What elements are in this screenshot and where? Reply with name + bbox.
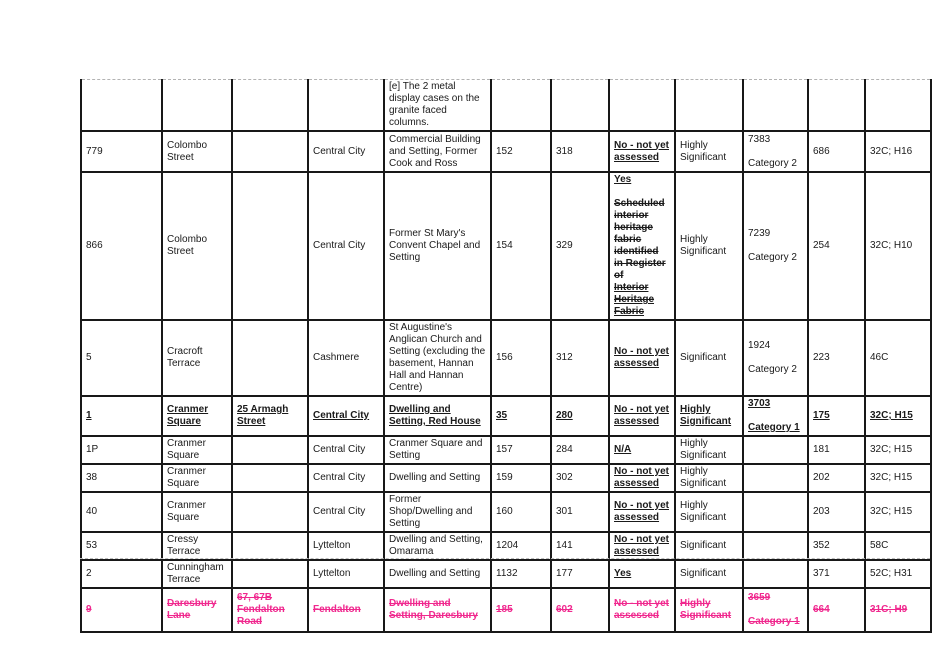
cell-text bbox=[748, 410, 803, 422]
table-cell-r5-c11 bbox=[808, 396, 865, 436]
table-cell-r10-c3 bbox=[232, 560, 308, 588]
table-cell-r3-c7 bbox=[551, 172, 609, 320]
cell-text: Dwelling and Setting bbox=[389, 568, 481, 579]
table-cell-r11-c8 bbox=[609, 588, 675, 632]
table-cell-r6-c10 bbox=[743, 436, 808, 464]
table-cell-r7-c6 bbox=[491, 464, 551, 492]
table-cell-r1-c2 bbox=[162, 80, 232, 132]
cell-text: 284 bbox=[556, 444, 573, 455]
cell-text: No - not yet assessed bbox=[614, 139, 669, 163]
table-cell-r1-c12 bbox=[865, 80, 931, 132]
cell-text: Category 2 bbox=[748, 157, 797, 169]
table-cell-r8-c2 bbox=[162, 492, 232, 532]
cell-text: No - not yet assessed bbox=[614, 534, 669, 557]
cell-text bbox=[748, 604, 803, 616]
table-cell-r1-c3 bbox=[232, 80, 308, 132]
cell-text: Significant bbox=[680, 540, 727, 551]
table-cell-r5-c5 bbox=[384, 396, 491, 436]
table-cell-r11-c4 bbox=[308, 588, 384, 632]
cell-text: Cunningham Terrace bbox=[167, 562, 224, 585]
cell-text: Highly Significant bbox=[680, 234, 727, 257]
table-cell-r8-c4 bbox=[308, 492, 384, 532]
row-866-colombo-street bbox=[81, 172, 931, 320]
cell-text: Highly Significant bbox=[680, 466, 727, 489]
table-cell-r5-c12 bbox=[865, 396, 931, 436]
table-cell-r2-c5 bbox=[384, 131, 491, 172]
cell-text: 779 bbox=[86, 145, 103, 157]
table-cell-r11-c12 bbox=[865, 588, 931, 632]
table-cell-r10-c9 bbox=[675, 560, 743, 588]
table-cell-r7-c3 bbox=[232, 464, 308, 492]
cell-text: Lyttelton bbox=[313, 568, 351, 579]
row-continuation bbox=[81, 80, 931, 132]
cell-text: 53 bbox=[86, 540, 98, 551]
table-cell-r10-c7 bbox=[551, 560, 609, 588]
table-cell-r4-c8 bbox=[609, 320, 675, 396]
table-cell-r11-c7 bbox=[551, 588, 609, 632]
table-cell-r6-c9 bbox=[675, 436, 743, 464]
table-cell-r7-c4 bbox=[308, 464, 384, 492]
table-cell-r6-c6 bbox=[491, 436, 551, 464]
cell-text: 31C; H9 bbox=[870, 604, 908, 615]
cell-text: 154 bbox=[496, 240, 513, 251]
cell-text: 5 bbox=[86, 352, 92, 363]
table-cell-r9-c10 bbox=[743, 532, 808, 560]
cell-text: 352 bbox=[813, 540, 830, 551]
table-cell-r5-c1 bbox=[81, 396, 162, 436]
cell-text: 35 bbox=[496, 410, 508, 421]
cell-text: Commercial Building and Setting, Former Cook and Ross bbox=[389, 133, 481, 169]
cell-text: Significant bbox=[680, 352, 727, 363]
table-cell-r11-c5 bbox=[384, 588, 491, 632]
cell-text: Highly Significant bbox=[680, 404, 732, 427]
cell-text: Yes bbox=[614, 174, 632, 185]
cell-text: Significant bbox=[680, 568, 727, 579]
cell-text: 185 bbox=[496, 604, 513, 615]
row-53-cressy-terrace bbox=[81, 532, 931, 560]
cell-text: 177 bbox=[556, 568, 573, 579]
cell-text: 46C bbox=[870, 352, 889, 363]
table-cell-r10-c4 bbox=[308, 560, 384, 588]
cell-text: Lyttelton bbox=[313, 540, 351, 551]
table-cell-r9-c11 bbox=[808, 532, 865, 560]
cell-text: Former Shop/Dwelling and Setting bbox=[389, 494, 473, 529]
table-cell-r2-c8 bbox=[609, 131, 675, 172]
cell-text: No - not yet assessed bbox=[614, 598, 669, 621]
cell-text: No - not yet assessed bbox=[614, 466, 669, 489]
table-cell-r1-c11 bbox=[808, 80, 865, 132]
cell-text: No - not yet assessed bbox=[614, 346, 669, 369]
table-cell-r1-c4 bbox=[308, 80, 384, 132]
cell-text: Dwelling and Setting, Daresbury bbox=[389, 598, 478, 621]
cell-text: Cranmer Square bbox=[167, 500, 206, 523]
table-cell-r8-c6 bbox=[491, 492, 551, 532]
row-1-cranmer-square-inserted bbox=[81, 396, 931, 436]
table-cell-r2-c3 bbox=[232, 131, 308, 172]
table-cell-r10-c6 bbox=[491, 560, 551, 588]
cell-text: 203 bbox=[813, 506, 830, 517]
table-cell-r9-c2 bbox=[162, 532, 232, 560]
table-cell-r5-c3 bbox=[232, 396, 308, 436]
table-cell-r1-c10 bbox=[743, 80, 808, 132]
table-cell-r1-c9 bbox=[675, 80, 743, 132]
table-cell-r9-c8 bbox=[609, 532, 675, 560]
cell-text: 2 bbox=[86, 568, 92, 579]
table-cell-r8-c10 bbox=[743, 492, 808, 532]
cell-text: Former St Mary's Convent Chapel and Setting bbox=[389, 228, 481, 263]
cell-text: Central City bbox=[313, 240, 366, 251]
table-cell-r5-c6 bbox=[491, 396, 551, 436]
table-cell-r4-c6 bbox=[491, 320, 551, 396]
table-cell-r6-c5 bbox=[384, 436, 491, 464]
cell-text: Cranmer Square and Setting bbox=[389, 438, 483, 461]
table-cell-r2-c9 bbox=[675, 131, 743, 172]
table-cell-r6-c2 bbox=[162, 436, 232, 464]
cell-text: 312 bbox=[556, 352, 573, 363]
table-cell-r7-c8 bbox=[609, 464, 675, 492]
cell-text: 32C; H15 bbox=[870, 444, 913, 455]
cell-text: Daresbury Lane bbox=[167, 598, 217, 621]
cell-text: 32C; H15 bbox=[870, 506, 913, 517]
row-1p-cranmer-square bbox=[81, 436, 931, 464]
table-cell-r8-c9 bbox=[675, 492, 743, 532]
cell-text: 157 bbox=[496, 444, 513, 455]
cell-text: Colombo Street bbox=[167, 234, 208, 257]
cell-text: 3659 bbox=[748, 592, 771, 603]
table-cell-r8-c5 bbox=[384, 492, 491, 532]
cell-text: 202 bbox=[813, 472, 830, 483]
table-cell-r4-c5 bbox=[384, 320, 491, 396]
text-boundary-bottom bbox=[80, 558, 930, 559]
table-cell-r7-c12 bbox=[865, 464, 931, 492]
cell-text: St Augustine's Anglican Church and Setting (excluding the basement, Hannan Hall and Hannan Centre) bbox=[389, 322, 486, 393]
table-cell-r9-c12 bbox=[865, 532, 931, 560]
table-cell-r5-c2 bbox=[162, 396, 232, 436]
table-cell-r6-c4 bbox=[308, 436, 384, 464]
cell-text: [e] The 2 metal display cases on the granite faced columns. bbox=[389, 81, 480, 128]
cell-text: 223 bbox=[813, 352, 830, 363]
table-cell-r10-c11 bbox=[808, 560, 865, 588]
table-cell-r4-c12 bbox=[865, 320, 931, 396]
row-9-daresbury-lane-deleted bbox=[81, 588, 931, 632]
table-cell-r3-c9 bbox=[675, 172, 743, 320]
table-cell-r7-c9 bbox=[675, 464, 743, 492]
cell-text: Central City bbox=[313, 145, 366, 157]
table-cell-r6-c11 bbox=[808, 436, 865, 464]
cell-text: 329 bbox=[556, 240, 573, 251]
cell-text: Cressy Terrace bbox=[167, 534, 201, 557]
cell-text: 280 bbox=[556, 410, 573, 421]
table-cell-r4-c4 bbox=[308, 320, 384, 396]
table-cell-r3-c10 bbox=[743, 172, 808, 320]
cell-text: Highly Significant bbox=[680, 598, 732, 621]
table-cell-r4-c11 bbox=[808, 320, 865, 396]
cell-text: Dwelling and Setting bbox=[389, 472, 481, 483]
table-cell-r10-c12 bbox=[865, 560, 931, 588]
table-cell-r9-c4 bbox=[308, 532, 384, 560]
table-cell-r4-c7 bbox=[551, 320, 609, 396]
table-cell-r7-c5 bbox=[384, 464, 491, 492]
table-cell-r4-c9 bbox=[675, 320, 743, 396]
table-cell-r11-c10 bbox=[743, 588, 808, 632]
cell-text: 175 bbox=[813, 410, 830, 421]
table-cell-r10-c8 bbox=[609, 560, 675, 588]
cell-text: 32C; H15 bbox=[870, 410, 913, 421]
table-body bbox=[81, 80, 931, 633]
table-cell-r4-c1 bbox=[81, 320, 162, 396]
cell-text bbox=[748, 352, 803, 364]
table-cell-r10-c1 bbox=[81, 560, 162, 588]
table-cell-r11-c11 bbox=[808, 588, 865, 632]
cell-text: 52C; H31 bbox=[870, 568, 913, 579]
table-cell-r8-c12 bbox=[865, 492, 931, 532]
cell-text bbox=[748, 240, 803, 252]
table-cell-r6-c7 bbox=[551, 436, 609, 464]
cell-text: Central City bbox=[313, 506, 366, 517]
table-cell-r9-c7 bbox=[551, 532, 609, 560]
row-779-colombo-street bbox=[81, 131, 931, 172]
table-cell-r1-c5 bbox=[384, 80, 491, 132]
cell-text: 1P bbox=[86, 444, 99, 455]
table-cell-r5-c9 bbox=[675, 396, 743, 436]
cell-text: 602 bbox=[556, 604, 573, 615]
table-cell-r11-c3 bbox=[232, 588, 308, 632]
cell-text: Yes bbox=[614, 568, 632, 579]
cell-text: No - not yet assessed bbox=[614, 404, 669, 427]
cell-text: 302 bbox=[556, 472, 573, 483]
table-cell-r10-c10 bbox=[743, 560, 808, 588]
table-cell-r3-c11 bbox=[808, 172, 865, 320]
cell-text: 7239 bbox=[748, 228, 771, 239]
cell-text: 159 bbox=[496, 472, 513, 483]
cell-text: 9 bbox=[86, 604, 92, 615]
cell-text: 32C; H15 bbox=[870, 472, 913, 483]
cell-text: Cashmere bbox=[313, 352, 360, 363]
table-cell-r7-c2 bbox=[162, 464, 232, 492]
cell-text: Interior Heritage Fabric bbox=[614, 282, 655, 317]
cell-text: Scheduled interior heritage fabric identified in Register of bbox=[614, 198, 666, 281]
table-cell-r9-c9 bbox=[675, 532, 743, 560]
table-cell-r2-c7 bbox=[551, 131, 609, 172]
cell-text: 7383 bbox=[748, 133, 771, 145]
table-cell-r2-c10 bbox=[743, 131, 808, 172]
table-cell-r8-c1 bbox=[81, 492, 162, 532]
table-cell-r3-c4 bbox=[308, 172, 384, 320]
table-cell-r10-c5 bbox=[384, 560, 491, 588]
cell-text: Dwelling and Setting, Red House bbox=[389, 404, 481, 427]
cell-text: 32C; H10 bbox=[870, 240, 913, 251]
table-cell-r6-c12 bbox=[865, 436, 931, 464]
cell-text: Category 1 bbox=[748, 422, 800, 433]
cell-text: 686 bbox=[813, 145, 830, 157]
cell-text: 1204 bbox=[496, 540, 519, 551]
cell-text: Central City bbox=[313, 472, 366, 483]
table-cell-r7-c7 bbox=[551, 464, 609, 492]
cell-text: 181 bbox=[813, 444, 830, 455]
table-cell-r4-c2 bbox=[162, 320, 232, 396]
table-cell-r8-c11 bbox=[808, 492, 865, 532]
cell-text: 1132 bbox=[496, 568, 518, 579]
table-cell-r9-c3 bbox=[232, 532, 308, 560]
table-cell-r5-c10 bbox=[743, 396, 808, 436]
cell-text: 301 bbox=[556, 506, 573, 517]
table-cell-r2-c4 bbox=[308, 131, 384, 172]
cell-text: Cranmer Square bbox=[167, 438, 206, 461]
cell-text: 67, 67B Fendalton Road bbox=[237, 592, 285, 627]
cell-text: 371 bbox=[813, 568, 830, 579]
table-cell-r8-c3 bbox=[232, 492, 308, 532]
cell-text: Colombo Street bbox=[167, 139, 208, 163]
table-cell-r8-c8 bbox=[609, 492, 675, 532]
row-38-cranmer-square bbox=[81, 464, 931, 492]
cell-text: Category 2 bbox=[748, 252, 797, 263]
cell-text: 32C; H16 bbox=[870, 145, 913, 157]
cell-text: N/A bbox=[614, 444, 632, 455]
table-cell-r11-c1 bbox=[81, 588, 162, 632]
cell-text: 160 bbox=[496, 506, 513, 517]
table-cell-r2-c6 bbox=[491, 131, 551, 172]
table-cell-r2-c12 bbox=[865, 131, 931, 172]
table-cell-r4-c10 bbox=[743, 320, 808, 396]
table-cell-r2-c11 bbox=[808, 131, 865, 172]
cell-text: 152 bbox=[496, 145, 513, 157]
table-cell-r5-c7 bbox=[551, 396, 609, 436]
cell-text bbox=[748, 146, 803, 158]
table-cell-r2-c2 bbox=[162, 131, 232, 172]
cell-text: 25 Armagh Street bbox=[237, 404, 289, 427]
table-cell-r4-c3 bbox=[232, 320, 308, 396]
table-cell-r6-c3 bbox=[232, 436, 308, 464]
cell-text: 866 bbox=[86, 240, 103, 251]
table-cell-r3-c3 bbox=[232, 172, 308, 320]
table-cell-r1-c1 bbox=[81, 80, 162, 132]
table-cell-r7-c11 bbox=[808, 464, 865, 492]
cell-text: 156 bbox=[496, 352, 513, 363]
table-cell-r5-c4 bbox=[308, 396, 384, 436]
row-40-cranmer-square bbox=[81, 492, 931, 532]
cell-text: Central City bbox=[313, 410, 370, 421]
table-cell-r3-c6 bbox=[491, 172, 551, 320]
table-cell-r9-c5 bbox=[384, 532, 491, 560]
cell-text: No - not yet assessed bbox=[614, 500, 669, 523]
table-cell-r3-c8 bbox=[609, 172, 675, 320]
cell-text: Category 1 bbox=[748, 616, 800, 627]
cell-text: Cracroft Terrace bbox=[167, 346, 203, 369]
table-cell-r7-c1 bbox=[81, 464, 162, 492]
table-cell-r5-c8 bbox=[609, 396, 675, 436]
cell-text: Central City bbox=[313, 444, 366, 455]
cell-text: Cranmer Square bbox=[167, 466, 206, 489]
table-cell-r11-c6 bbox=[491, 588, 551, 632]
table-cell-r9-c6 bbox=[491, 532, 551, 560]
cell-text: Cranmer Square bbox=[167, 404, 209, 427]
table-cell-r1-c7 bbox=[551, 80, 609, 132]
cell-text: 318 bbox=[556, 145, 573, 157]
table-cell-r3-c12 bbox=[865, 172, 931, 320]
cell-text: 664 bbox=[813, 604, 830, 615]
table-cell-r1-c6 bbox=[491, 80, 551, 132]
cell-text bbox=[614, 186, 670, 198]
table-cell-r7-c10 bbox=[743, 464, 808, 492]
cell-text: 141 bbox=[556, 540, 573, 551]
cell-text: Highly Significant bbox=[680, 438, 727, 461]
heritage-schedule-table bbox=[80, 79, 932, 633]
cell-text: 58C bbox=[870, 540, 889, 551]
cell-text: 38 bbox=[86, 472, 98, 483]
cell-text: Dwelling and Setting, Omarama bbox=[389, 534, 483, 557]
table-cell-r2-c1 bbox=[81, 131, 162, 172]
cell-text: 40 bbox=[86, 506, 98, 517]
cell-text: 1 bbox=[86, 410, 92, 421]
table-cell-r8-c7 bbox=[551, 492, 609, 532]
cell-text: Highly Significant bbox=[680, 500, 727, 523]
table-cell-r9-c1 bbox=[81, 532, 162, 560]
table-cell-r3-c5 bbox=[384, 172, 491, 320]
cell-text: Category 2 bbox=[748, 364, 797, 375]
table-cell-r6-c1 bbox=[81, 436, 162, 464]
cell-text: Highly Significant bbox=[680, 139, 727, 163]
table-cell-r3-c2 bbox=[162, 172, 232, 320]
row-2-cunningham-terrace bbox=[81, 560, 931, 588]
table-cell-r6-c8 bbox=[609, 436, 675, 464]
table-cell-r1-c8 bbox=[609, 80, 675, 132]
row-5-cracroft-terrace bbox=[81, 320, 931, 396]
table-cell-r10-c2 bbox=[162, 560, 232, 588]
table-cell-r3-c1 bbox=[81, 172, 162, 320]
cell-text: 3703 bbox=[748, 398, 771, 409]
table-cell-r11-c2 bbox=[162, 588, 232, 632]
cell-text: 1924 bbox=[748, 340, 771, 351]
table-cell-r11-c9 bbox=[675, 588, 743, 632]
cell-text: Fendalton bbox=[313, 604, 361, 615]
cell-text: 254 bbox=[813, 240, 830, 251]
